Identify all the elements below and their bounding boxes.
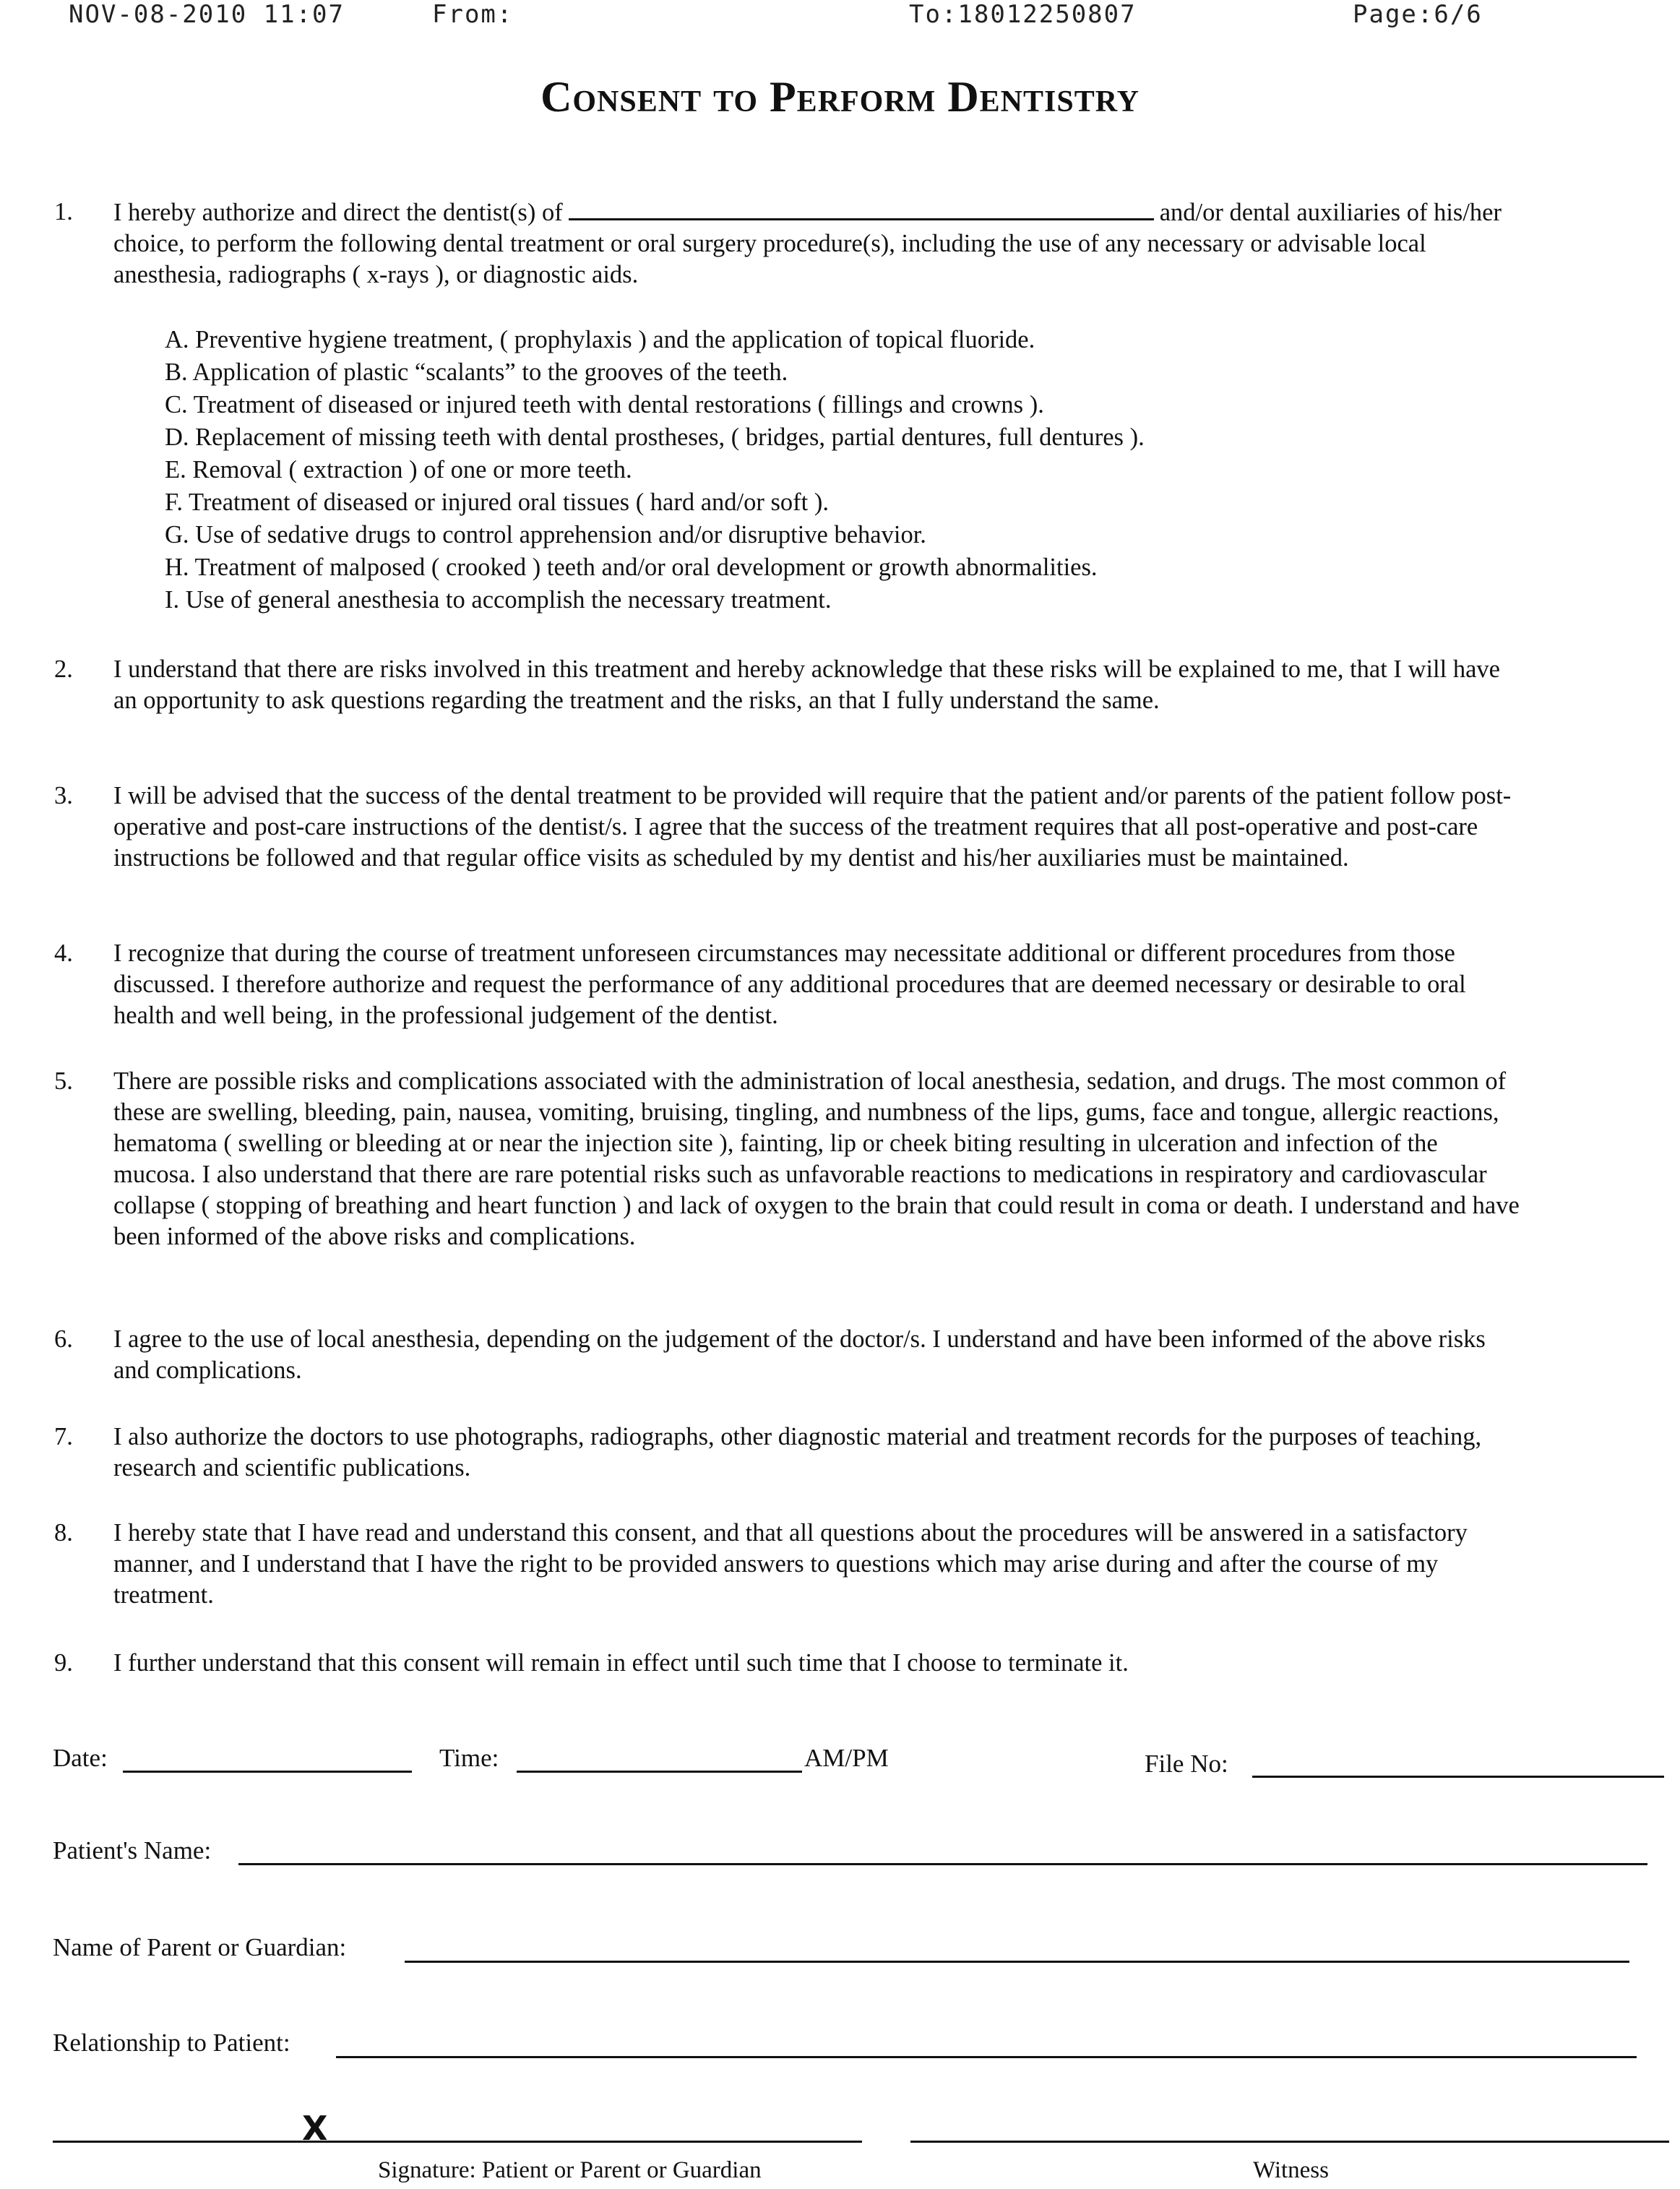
item-number: 6. xyxy=(54,1325,73,1353)
item-number: 4. xyxy=(54,939,73,967)
consent-item-8 xyxy=(54,1518,1521,1611)
file-number-label: File No: xyxy=(1145,1750,1228,1778)
consent-item-7 xyxy=(54,1422,1521,1484)
file-number-field[interactable] xyxy=(1252,1776,1664,1778)
procedure-item: A. Preventive hygiene treatment, ( prophylaxis ) and the application of topical fluoride. xyxy=(165,326,1035,353)
procedure-item: B. Application of plastic “scalants” to the grooves of the teeth. xyxy=(165,358,788,386)
signature-x-mark: X xyxy=(302,2109,328,2148)
date-label: Date: xyxy=(53,1744,108,1772)
item-text: There are possible risks and complications associated with the administration of local anesthesia, sedation, and drugs. The most common of these are swelling, bleeding, pain, nausea, vomiting, bruising, tingling, and numbness of the lips, gums, face and tongue, allergic reactions, hematoma ( swelling or bleeding at or near the injection site ), fainting, lip or cheek biting resulting in ulceration and infection of the mucosa. I also understand that there are rare potential risks such as unfavorable reactions to medications in respiratory and cardiovascular collapse ( stopping of breathing and heart function ) and lack of oxygen to the brain that could result in coma or death. I understand and have been informed of the above risks and complications. xyxy=(113,1067,1520,1250)
fax-header xyxy=(0,0,1680,29)
procedure-item: F. Treatment of diseased or injured oral tissues ( hard and/or soft ). xyxy=(165,489,829,516)
item-text: I will be advised that the success of the dental treatment to be provided will require that the patient and/or parents of the patient follow post-operative and post-care instructions of the dentist/s. I agree that the success of the treatment requires that all post-operative and post-care instructions be followed and that regular office visits as scheduled by my dentist and his/her auxiliaries must be maintained. xyxy=(113,782,1512,872)
item-text: I recognize that during the course of treatment unforeseen circumstances may necessitate additional or different procedures from those discussed. I therefore authorize and request the performance of any additional procedures that are deemed necessary or desirable to oral health and well being, in the professional judgement of the dentist. xyxy=(113,939,1466,1029)
relationship-label: Relationship to Patient: xyxy=(53,2029,290,2057)
consent-item-2 xyxy=(54,654,1521,716)
am-pm-label: AM/PM xyxy=(804,1744,889,1772)
witness-field[interactable] xyxy=(910,2141,1669,2143)
procedure-item: E. Removal ( extraction ) of one or more teeth. xyxy=(165,456,632,483)
patient-name-field[interactable] xyxy=(238,1863,1647,1865)
fax-to-number: To:18012250807 xyxy=(909,0,1137,29)
consent-item-6 xyxy=(54,1324,1521,1386)
item-text: I understand that there are risks involved in this treatment and hereby acknowledge that these risks will be explained to me, that I will have an opportunity to ask questions regarding the treatment and the risks, an that I fully understand the same. xyxy=(113,655,1500,714)
fax-datetime: NOV-08-2010 11:07 xyxy=(69,0,345,29)
item-number: 3. xyxy=(54,782,73,809)
procedure-item: G. Use of sedative drugs to control apprehension and/or disruptive behavior. xyxy=(165,521,926,549)
consent-item-5 xyxy=(54,1066,1521,1252)
time-label: Time: xyxy=(439,1744,499,1772)
item-text-before-blank: I hereby authorize and direct the dentist(s) of xyxy=(113,199,563,226)
fax-page-number: Page:6/6 xyxy=(1353,0,1483,29)
signature-caption: Signature: Patient or Parent or Guardian xyxy=(378,2157,762,2183)
guardian-name-label: Name of Parent or Guardian: xyxy=(53,1933,347,1961)
item-text: I hereby state that I have read and understand this consent, and that all questions about the procedures will be answered in a satisfactory manner, and I understand that I have the right to be provided answers to questions which may arise during and after the course of my treatment. xyxy=(113,1519,1468,1609)
procedure-item: C. Treatment of diseased or injured teeth with dental restorations ( fillings and crowns ). xyxy=(165,391,1044,418)
signature-field[interactable] xyxy=(53,2141,862,2143)
item-number: 9. xyxy=(54,1649,73,1677)
procedure-list xyxy=(165,324,1538,616)
procedure-item: I. Use of general anesthesia to accomplish the necessary treatment. xyxy=(165,586,832,614)
document-title: Consent to Perform Dentistry xyxy=(540,73,1140,121)
item-number: 2. xyxy=(54,655,73,683)
item-number: 8. xyxy=(54,1519,73,1547)
item-number: 1. xyxy=(54,198,73,225)
consent-item-1 xyxy=(54,197,1521,291)
patient-name-label: Patient's Name: xyxy=(53,1836,212,1865)
relationship-field[interactable] xyxy=(336,2056,1637,2058)
consent-item-9 xyxy=(54,1648,1521,1679)
item-number: 5. xyxy=(54,1067,73,1095)
procedure-item: D. Replacement of missing teeth with dental prostheses, ( bridges, partial dentures, full dentures ). xyxy=(165,423,1145,451)
item-text: I agree to the use of local anesthesia, depending on the judgement of the doctor/s. I understand and have been informed of the above risks and complications. xyxy=(113,1325,1486,1384)
witness-caption: Witness xyxy=(1253,2157,1329,2183)
procedure-item: H. Treatment of malposed ( crooked ) teeth and/or oral development or growth abnormalities. xyxy=(165,554,1098,581)
item-text-after-blank: and/or dental auxiliaries of his/her choice, to perform the following dental treatment or oral surgery procedure(s), including the use of any necessary or advisable local anesthesia, radiographs ( x-rays ), or diagnostic aids. xyxy=(113,199,1502,288)
time-field[interactable] xyxy=(517,1771,802,1773)
item-text: I also authorize the doctors to use photographs, radiographs, other diagnostic material and treatment records for the purposes of teaching, research and scientific publications. xyxy=(113,1423,1482,1481)
consent-item-4 xyxy=(54,938,1521,1031)
date-field[interactable] xyxy=(123,1771,412,1773)
fax-from: From: xyxy=(432,0,514,29)
item-number: 7. xyxy=(54,1423,73,1450)
consent-item-3 xyxy=(54,780,1521,874)
dentist-name-blank[interactable] xyxy=(569,197,1154,220)
item-text: I further understand that this consent will remain in effect until such time that I choose to terminate it. xyxy=(113,1649,1129,1677)
guardian-name-field[interactable] xyxy=(405,1961,1629,1963)
